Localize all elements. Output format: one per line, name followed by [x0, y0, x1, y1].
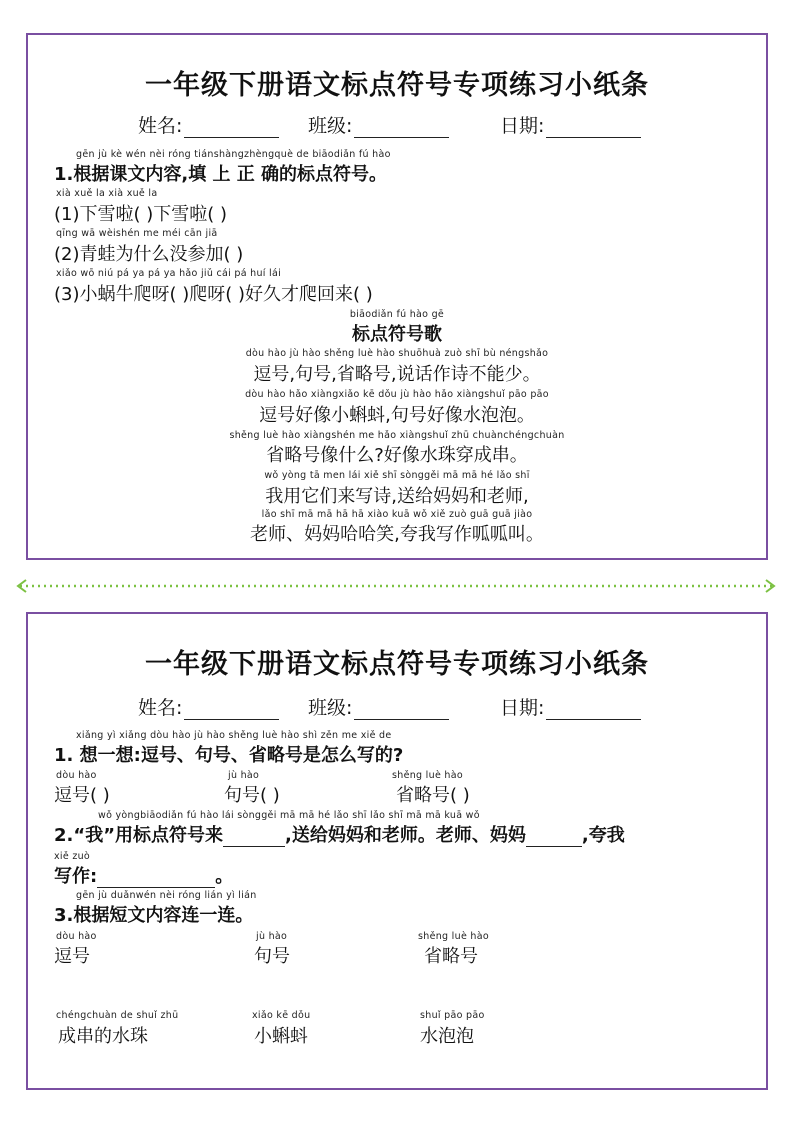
name-label: 姓名: [138, 115, 183, 137]
question-1-heading: 1.根据课文内容,填 上 正 确的标点符号。 [54, 164, 387, 185]
match-pinyin: jù hào [256, 931, 288, 942]
date-label: 日期: [500, 115, 545, 137]
question-2 [54, 821, 625, 847]
worksheet-card-1 [26, 33, 768, 560]
name-label: 姓名: [138, 697, 183, 719]
song-line: 逗号好像小蝌蚪,句号好像水泡泡。 [259, 405, 535, 426]
song-line: 省略号像什么?好像水珠穿成串。 [266, 445, 528, 466]
question-2-part: 写作: [54, 866, 98, 887]
question-2-part: ,夸我 [581, 825, 625, 846]
match-item-ellipsis[interactable]: 省略号 [424, 946, 478, 967]
match-pinyin: xiǎo kē dǒu [252, 1010, 311, 1021]
match-item-comma[interactable]: 逗号 [54, 946, 90, 967]
song-title: 标点符号歌 [352, 324, 442, 345]
class-field[interactable] [308, 111, 449, 138]
date-field[interactable] [500, 111, 641, 138]
question-2-part: 2.“我”用标点符号来 [54, 825, 224, 846]
song-line-pinyin: shěng luè hào xiàngshén me hǎo xiàngshuǐ zhū chuànchéngchuàn [229, 430, 565, 441]
class-field[interactable] [308, 693, 449, 720]
name-field[interactable] [138, 693, 279, 720]
question-pinyin: xiě zuò [54, 851, 91, 862]
match-item-period[interactable]: 句号 [254, 946, 290, 967]
ellipsis-answer: 省略号( ) [396, 785, 470, 806]
worksheet-title: 一年级下册语文标点符号专项练习小纸条 [145, 70, 649, 101]
cut-line-divider [16, 578, 776, 594]
match-item-tadpole[interactable]: 小蝌蚪 [254, 1026, 308, 1047]
song-line-pinyin: wǒ yòng tā men lái xiě shī sònggěi mā mā hé lǎo shī [264, 470, 530, 481]
question-1-heading: 1. 想一想:逗号、句号、省略号是怎么写的? [54, 745, 404, 766]
song-line-pinyin: dòu hào hǎo xiàngxiǎo kē dǒu jù hào hǎo xiàngshuǐ pāo pāo [245, 389, 549, 400]
item-pinyin: shěng luè hào [392, 770, 463, 781]
match-pinyin: shuǐ pāo pāo [420, 1010, 485, 1021]
question-pinyin: gēn jù kè wén nèi róng tiánshàngzhèngquè de biāodiǎn fú hào [76, 149, 391, 160]
worksheet-card-2 [26, 612, 768, 1090]
song-line: 我用它们来写诗,送给妈妈和老师, [265, 486, 529, 507]
question-2-part: 。 [215, 866, 234, 887]
item-2: (2)青蛙为什么没参加( ) [54, 244, 244, 265]
song-title-pinyin: biāodiǎn fú hào gē [349, 309, 445, 320]
question-2-continued [54, 862, 233, 888]
item-3: (3)小蜗牛爬呀( )爬呀( )好久才爬回来( ) [54, 284, 373, 305]
song-line: 老师、妈妈哈哈笑,夸我写作呱呱叫。 [250, 524, 544, 545]
question-3-heading: 3.根据短文内容连一连。 [54, 905, 254, 926]
item-pinyin: qīng wā wèishén me méi cān jiā [56, 228, 218, 239]
date-field[interactable] [500, 693, 641, 720]
song-line: 逗号,句号,省略号,说话作诗不能少。 [253, 364, 541, 385]
period-answer: 句号( ) [224, 785, 280, 806]
class-label: 班级: [308, 115, 353, 137]
fill-blank[interactable] [223, 829, 285, 847]
question-2-part: ,送给妈妈和老师。老师、妈妈 [285, 825, 526, 846]
song-line-pinyin: lǎo shī mā mā hā hā xiào kuā wǒ xiě zuò guā guā jiào [261, 509, 533, 520]
question-pinyin: gēn jù duǎnwén nèi róng lián yì lián [76, 890, 257, 901]
match-pinyin: dòu hào [56, 931, 97, 942]
fill-blank[interactable] [97, 870, 215, 888]
class-label: 班级: [308, 697, 353, 719]
item-pinyin: xiǎo wō niú pá ya pá ya hǎo jiǔ cái pá huí lái [56, 268, 282, 279]
question-pinyin: xiǎng yì xiǎng dòu hào jù hào shěng luè hào shì zěn me xiě de [76, 730, 392, 741]
fill-blank[interactable] [526, 829, 582, 847]
song-line-pinyin: dòu hào jù hào shěng luè hào shuōhuà zuò shī bù néngshǎo [245, 348, 549, 359]
item-1: (1)下雪啦( )下雪啦( ) [54, 204, 228, 225]
question-pinyin: wǒ yòngbiāodiǎn fú hào lái sònggěi mā mā hé lǎo shī lǎo shī mā mā kuā wǒ [98, 810, 480, 821]
item-pinyin: jù hào [228, 770, 260, 781]
date-label: 日期: [500, 697, 545, 719]
match-pinyin: shěng luè hào [418, 931, 489, 942]
match-item-bubbles[interactable]: 水泡泡 [420, 1026, 474, 1047]
name-field[interactable] [138, 111, 279, 138]
comma-answer: 逗号( ) [54, 785, 110, 806]
item-pinyin: dòu hào [56, 770, 97, 781]
match-pinyin: chéngchuàn de shuǐ zhū [56, 1010, 179, 1021]
item-pinyin: xià xuě la xià xuě la [56, 188, 158, 199]
match-item-water-beads[interactable]: 成串的水珠 [58, 1026, 148, 1047]
worksheet-title: 一年级下册语文标点符号专项练习小纸条 [145, 649, 649, 680]
